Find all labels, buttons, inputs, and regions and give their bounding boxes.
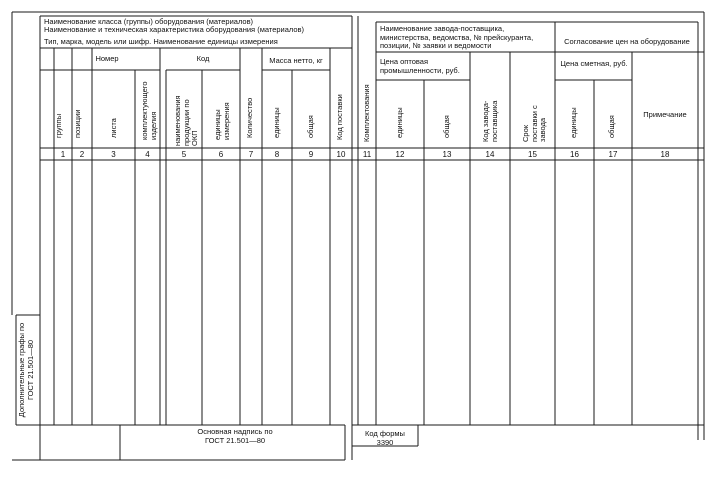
- col-unit-price: единицы: [395, 107, 404, 138]
- col-number-9: 9: [308, 150, 314, 159]
- header-line-3: Тип, марка, модель или шифр. Наименование единицы измерения: [44, 37, 278, 46]
- col-product-code: наименования продукции по ОКП: [173, 95, 199, 146]
- header-line-2: Наименование и техническая характеристика оборудования (материалов): [44, 25, 305, 34]
- form-lines: [12, 12, 704, 460]
- col-number-2: 2: [79, 150, 85, 159]
- col-delivery-term: Срок поставки с завода: [521, 105, 547, 142]
- col-group: группы: [54, 113, 63, 138]
- col-number-12: 12: [395, 150, 405, 159]
- col-unit-est: единицы: [569, 107, 578, 138]
- col-number-4: 4: [145, 150, 150, 159]
- col-number-5: 5: [181, 150, 187, 159]
- col-number-10: 10: [336, 150, 346, 159]
- group-mass: Масса нетто, кг: [269, 56, 323, 65]
- form-code-value: 3390: [376, 438, 394, 447]
- group-estimate-price: Цена сметная, руб.: [560, 59, 628, 68]
- col-number-8: 8: [274, 150, 280, 159]
- col-unit: единицы: [272, 107, 281, 138]
- col-number-15: 15: [528, 150, 537, 159]
- header-line-1: Наименование класса (группы) оборудования (материалов): [44, 17, 254, 26]
- main-stamp-label: Основная надпись по ГОСТ 21.501—80: [197, 427, 273, 445]
- col-sheet: листа: [109, 118, 118, 138]
- col-supply-code: Код поставки: [335, 94, 344, 140]
- col-position: позиции: [73, 109, 82, 138]
- group-number: Номер: [95, 54, 119, 63]
- col-number-6: 6: [218, 150, 224, 159]
- col-number-7: 7: [248, 150, 254, 159]
- col-number-3: 3: [111, 150, 116, 159]
- col-total: общая: [306, 115, 315, 138]
- form-code-label: Код формы: [365, 429, 405, 438]
- col-number-1: 1: [60, 150, 66, 159]
- col-total-est: общая: [607, 115, 616, 138]
- cost-agreement-header: Согласование цен на оборудование: [564, 37, 690, 46]
- group-code: Код: [196, 54, 210, 63]
- col-number-18: 18: [660, 150, 670, 159]
- col-number-16: 16: [570, 150, 579, 159]
- col-number-14: 14: [485, 150, 495, 159]
- group-wholesale-price: Цена оптовая промышленности, руб.: [380, 57, 460, 75]
- col-complect: Комплектования: [362, 84, 371, 142]
- col-number-13: 13: [442, 150, 452, 159]
- col-quantity: Количество: [245, 97, 254, 138]
- col-notes: Примечание: [643, 110, 687, 119]
- col-plant-code: Код завода-поставщика: [481, 100, 499, 142]
- col-total-price: общая: [442, 115, 451, 138]
- col-number-17: 17: [608, 150, 618, 159]
- supplier-header: Наименование завода-поставщика, министерства, ведомства, № прейскуранта, позиции, № заявки и ведомости: [380, 24, 534, 50]
- side-note: Дополнительные графы по ГОСТ 21.501—80: [17, 322, 35, 418]
- col-kit: комплектующего изделия: [140, 81, 158, 140]
- col-number-11: 11: [362, 150, 372, 159]
- col-unit-code: единицы измерения: [213, 102, 231, 140]
